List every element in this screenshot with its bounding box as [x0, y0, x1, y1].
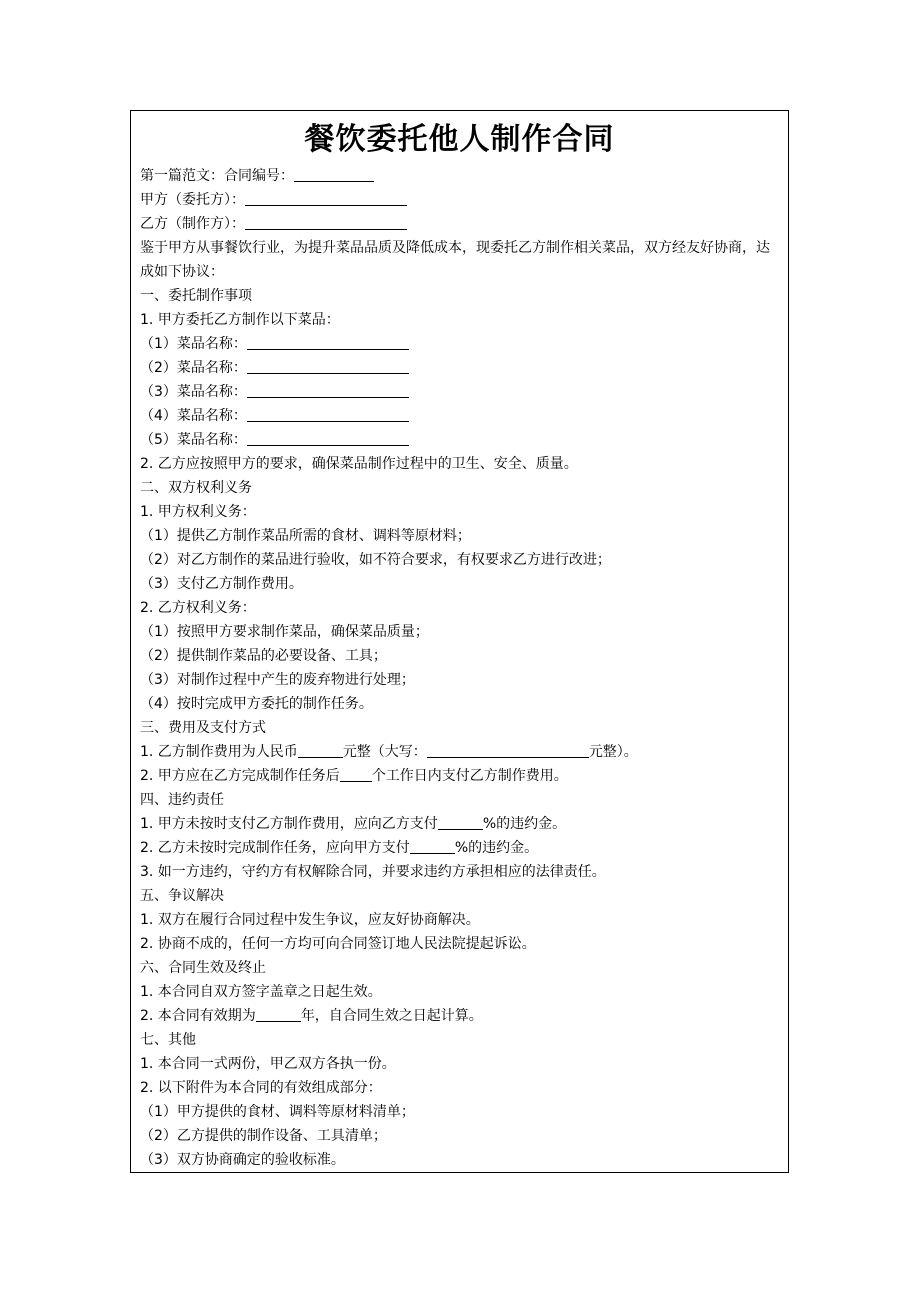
party-a-blank: [245, 190, 407, 206]
sub-clause: （3）双方协商确定的验收标准。: [140, 1152, 345, 1168]
contract-number-blank: [294, 166, 374, 182]
section-heading: 四、违约责任: [140, 792, 224, 808]
preamble: 鉴于甲方从事餐饮行业，为提升菜品品质及降低成本，现委托乙方制作相关菜品，双方经友好协商，达成如下协议：: [140, 240, 770, 280]
term-clause: 2. 本合同有效期为 年，自合同生效之日起计算。: [140, 1008, 483, 1024]
sub-clause: （1）提供乙方制作菜品所需的食材、调料等原材料；: [140, 528, 471, 544]
sub-clause: （2）提供制作菜品的必要设备、工具；: [140, 648, 387, 664]
fee-amount-blank: [298, 742, 343, 758]
party-b-label: 乙方（制作方）：: [140, 216, 245, 232]
clause: 1. 甲方权利义务：: [140, 504, 256, 520]
dish-blank: [247, 334, 409, 350]
contract-number-line: [140, 164, 782, 188]
clause: 1. 双方在履行合同过程中发生争议，应友好协商解决。: [140, 912, 480, 928]
clause: 2. 乙方权利义务：: [140, 600, 256, 616]
fee-words-blank: [427, 742, 589, 758]
party-b-blank: [245, 214, 407, 230]
clause: 2. 以下附件为本合同的有效组成部分：: [140, 1080, 382, 1096]
dish-line: （3）菜品名称：: [140, 380, 782, 404]
dish-line: （5）菜品名称：: [140, 428, 782, 452]
penalty-percent-blank: [410, 838, 455, 854]
section-heading: 二、双方权利义务: [140, 480, 252, 496]
dish-line: （1）菜品名称：: [140, 332, 782, 356]
fee-clause: 1. 乙方制作费用为人民币 元整（大写： 元整）。: [140, 744, 638, 760]
clause: 1. 甲方委托乙方制作以下菜品：: [140, 312, 340, 328]
term-years-blank: [256, 1006, 301, 1022]
contract-frame: [130, 110, 789, 1173]
party-b-line: [140, 212, 782, 236]
clause: 1. 本合同自双方签字盖章之日起生效。: [140, 984, 382, 1000]
intro-text: 第一篇范文：合同编号：: [140, 168, 294, 184]
dish-blank: [247, 382, 409, 398]
sub-clause: （3）支付乙方制作费用。: [140, 576, 303, 592]
sub-clause: （1）甲方提供的食材、调料等原材料清单；: [140, 1104, 415, 1120]
payment-clause: 2. 甲方应在乙方完成制作任务后 个工作日内支付乙方制作费用。: [140, 768, 568, 784]
penalty-clause: 2. 乙方未按时完成制作任务，应向甲方支付 %的违约金。: [140, 840, 539, 856]
section-heading: 一、委托制作事项: [140, 288, 252, 304]
party-a-label: 甲方（委托方）：: [140, 192, 245, 208]
dish-blank: [247, 430, 409, 446]
sub-clause: （2）乙方提供的制作设备、工具清单；: [140, 1128, 387, 1144]
penalty-percent-blank: [438, 814, 483, 830]
clause: 3. 如一方违约，守约方有权解除合同，并要求违约方承担相应的法律责任。: [140, 864, 606, 880]
sub-clause: （2）对乙方制作的菜品进行验收，如不符合要求，有权要求乙方进行改进；: [140, 552, 611, 568]
section-heading: 五、争议解决: [140, 888, 224, 904]
section-heading: 六、合同生效及终止: [140, 960, 266, 976]
dish-blank: [247, 358, 409, 374]
section-heading: 三、费用及支付方式: [140, 720, 266, 736]
clause: 1. 本合同一式两份，甲乙双方各执一份。: [140, 1056, 396, 1072]
dish-line: （4）菜品名称：: [140, 404, 782, 428]
page-title: 餐饮委托他人制作合同: [304, 122, 615, 157]
clause: 2. 乙方应按照甲方的要求，确保菜品制作过程中的卫生、安全、质量。: [140, 456, 578, 472]
penalty-clause: 1. 甲方未按时支付乙方制作费用，应向乙方支付 %的违约金。: [140, 816, 567, 832]
clause: 2. 协商不成的，任何一方均可向合同签订地人民法院提起诉讼。: [140, 936, 536, 952]
dish-blank: [247, 406, 409, 422]
section-heading: 七、其他: [140, 1032, 196, 1048]
payment-days-blank: [340, 766, 372, 782]
sub-clause: （1）按照甲方要求制作菜品，确保菜品质量；: [140, 624, 429, 640]
sub-clause: （4）按时完成甲方委托的制作任务。: [140, 696, 373, 712]
party-a-line: [140, 188, 782, 212]
sub-clause: （3）对制作过程中产生的废弃物进行处理；: [140, 672, 415, 688]
contract-body: [131, 164, 788, 1172]
dish-line: （2）菜品名称：: [140, 356, 782, 380]
